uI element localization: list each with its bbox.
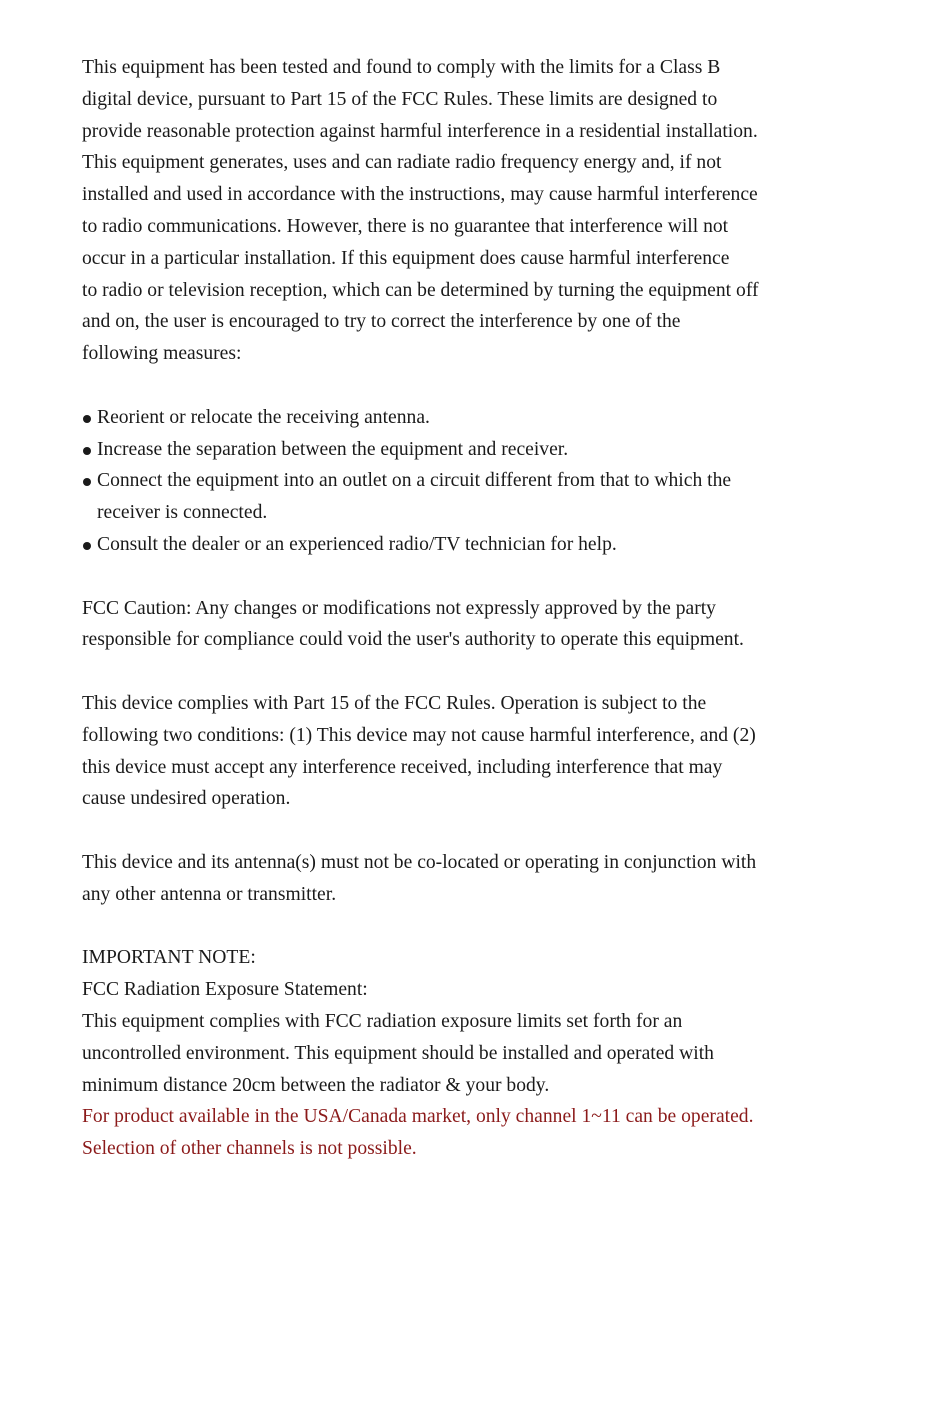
spacer	[82, 815, 822, 847]
bullet-icon	[83, 478, 91, 486]
measures-list	[82, 402, 822, 561]
list-item	[82, 402, 822, 434]
spacer	[82, 911, 822, 943]
fcc-statement-page	[82, 52, 822, 1165]
measure-text: Reorient or relocate the receiving antenna.	[97, 406, 430, 428]
bullet-icon	[83, 542, 91, 550]
spacer	[82, 370, 822, 402]
bullet-icon	[83, 447, 91, 455]
list-item	[82, 465, 822, 529]
radiation-exposure-paragraph: This equipment complies with FCC radiation exposure limits set forth for an uncontrolled environment. This equipment should be installed and operated with minimum distance 20cm between the radiator & your body.	[82, 1010, 714, 1096]
interference-paragraph: This equipment has been tested and found to comply with the limits for a Class B digital device, pursuant to Part 15 of the FCC Rules. These limits are designed to provide reasonable protection against harmful interference in a residential installation. This equipment generates, uses and can radiate radio frequency energy and, if not installed and used in accordance with the instructions, may cause harmful interference to radio communications. However, there is no guarantee that interference will not occur in a particular installation. If this equipment does cause harmful interference to radio or television reception, which can be determined by turning the equipment off and on, the user is encouraged to try to correct the interference by one of the following measures:	[82, 57, 759, 365]
measure-text: Consult the dealer or an experienced radio/TV technician for help.	[97, 533, 617, 555]
radiation-exposure-heading: FCC Radiation Exposure Statement:	[82, 979, 368, 1001]
spacer	[82, 561, 822, 593]
part15-paragraph: This device complies with Part 15 of the FCC Rules. Operation is subject to the following two conditions: (1) This device may not cause harmful interference, and (2) this device must accept any interference received, including interference that may cause undesired operation.	[82, 692, 756, 810]
colocation-paragraph: This device and its antenna(s) must not be co-located or operating in conjunction with any other antenna or transmitter.	[82, 851, 757, 905]
list-item	[82, 434, 822, 466]
channel-notice-paragraph: For product available in the USA/Canada market, only channel 1~11 can be operated. Selection of other channels is not possible.	[82, 1106, 754, 1160]
important-note-heading: IMPORTANT NOTE:	[82, 947, 256, 969]
list-item	[82, 529, 822, 561]
fcc-caution-paragraph: FCC Caution: Any changes or modifications not expressly approved by the party responsible for compliance could void the user's authority to operate this equipment.	[82, 597, 744, 651]
bullet-icon	[83, 415, 91, 423]
spacer	[82, 656, 822, 688]
measure-text: Increase the separation between the equipment and receiver.	[97, 438, 569, 460]
measure-text: Connect the equipment into an outlet on a circuit different from that to which the receiver is connected.	[97, 470, 732, 524]
